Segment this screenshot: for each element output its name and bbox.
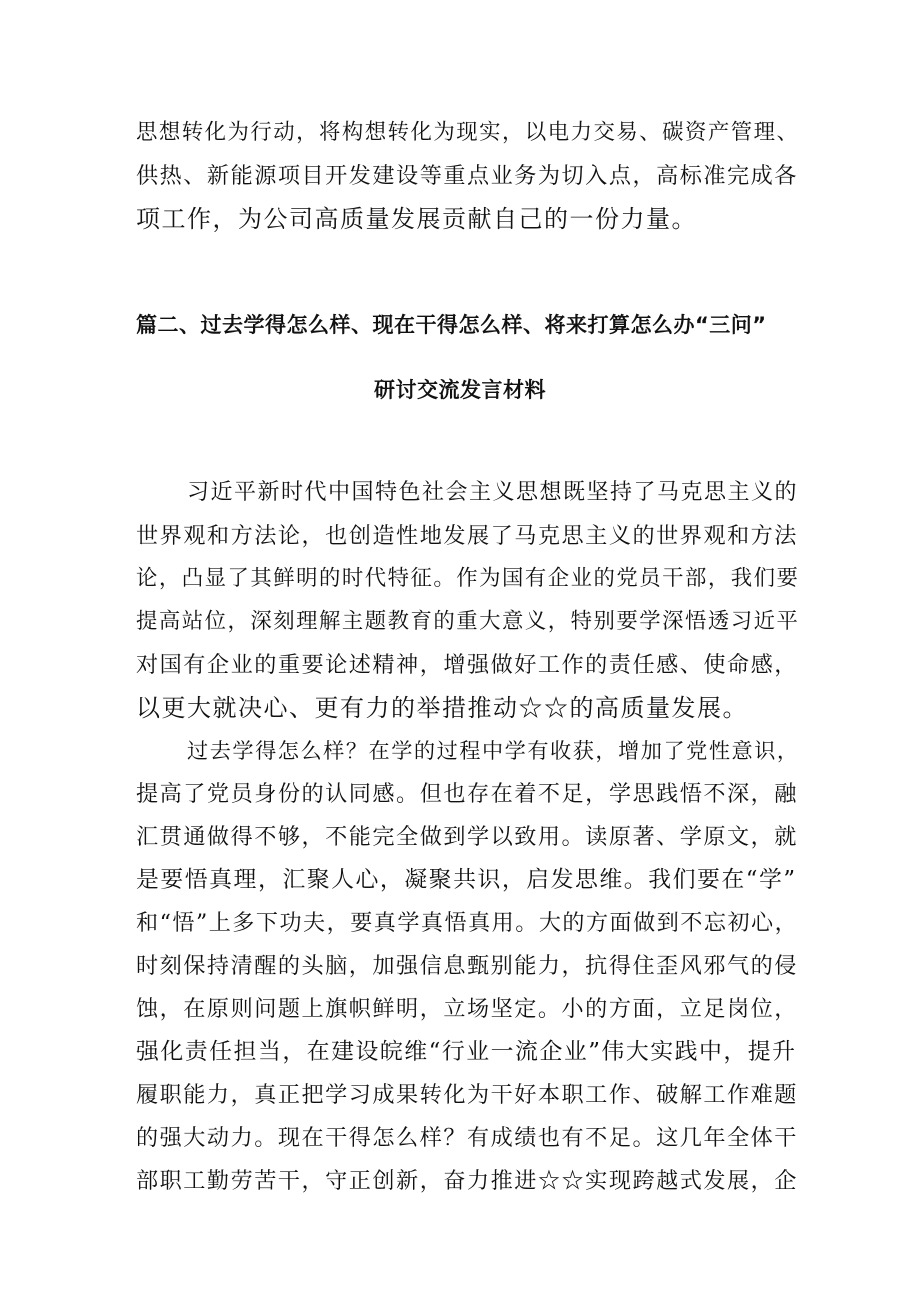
- text-line: 的强大动力。现在干得怎么样？有成绩也有不足。这几年全体干: [136, 1125, 798, 1151]
- text-line: 世界观和方法论，也创造性地发展了马克思主义的世界观和方法: [136, 523, 798, 549]
- text-line: 提高站位，深刻理解主题教育的重大意义，特别要学深悟透习近平: [136, 609, 800, 634]
- text-line: 和“悟”上多下功夫，要真学真悟真用。大的方面做到不忘初心，: [136, 910, 799, 936]
- text-line: 习近平新时代中国特色社会主义思想既坚持了马克思主义的: [187, 480, 799, 505]
- text-line: 项工作，为公司高质量发展贡献自己的一份力量。: [136, 205, 697, 233]
- text-line: 论，凸显了其鲜明的时代特征。作为国有企业的党员干部，我们要: [136, 566, 800, 591]
- text-line: 思想转化为行动，将构想转化为现实，以电力交易、碳资产管理、: [136, 120, 800, 145]
- text-line: 对国有企业的重要论述精神，增强做好工作的责任感、使命感，: [136, 652, 798, 678]
- text-line: 是要悟真理，汇聚人心，凝聚共识，启发思维。我们要在“学”: [136, 867, 797, 893]
- text-line: 部职工勤劳苦干，守正创新，奋力推进☆☆实现跨越式发展，企: [136, 1168, 798, 1194]
- text-line: 提高了党员身份的认同感。但也存在着不足，学思践悟不深，融: [136, 781, 798, 807]
- text-line: 汇贯通做得不够，不能完全做到学以致用。读原著、学原文，就: [136, 824, 798, 850]
- section-title-line-1: 篇二、过去学得怎么样、现在干得怎么样、将来打算怎么办“三问”: [136, 313, 767, 337]
- text-line: 供热、新能源项目开发建设等重点业务为切入点，高标准完成各: [136, 163, 798, 189]
- section-title-line-2: 研讨交流发言材料: [374, 378, 546, 402]
- text-line: 过去学得怎么样？在学的过程中学有收获，增加了党性意识，: [187, 738, 800, 763]
- text-line: 蚀，在原则问题上旗帜鲜明，立场坚定。小的方面，立足岗位，: [136, 996, 798, 1022]
- text-line: 强化责任担当，在建设皖维“行业一流企业”伟大实践中，提升: [136, 1039, 797, 1065]
- text-line: 以更大就决心、更有力的举措推动☆☆的高质量发展。: [136, 694, 748, 722]
- text-line: 时刻保持清醒的头脑，加强信息甄别能力，抗得住歪风邪气的侵: [136, 953, 798, 979]
- text-line: 履职能力，真正把学习成果转化为干好本职工作、破解工作难题: [136, 1082, 798, 1108]
